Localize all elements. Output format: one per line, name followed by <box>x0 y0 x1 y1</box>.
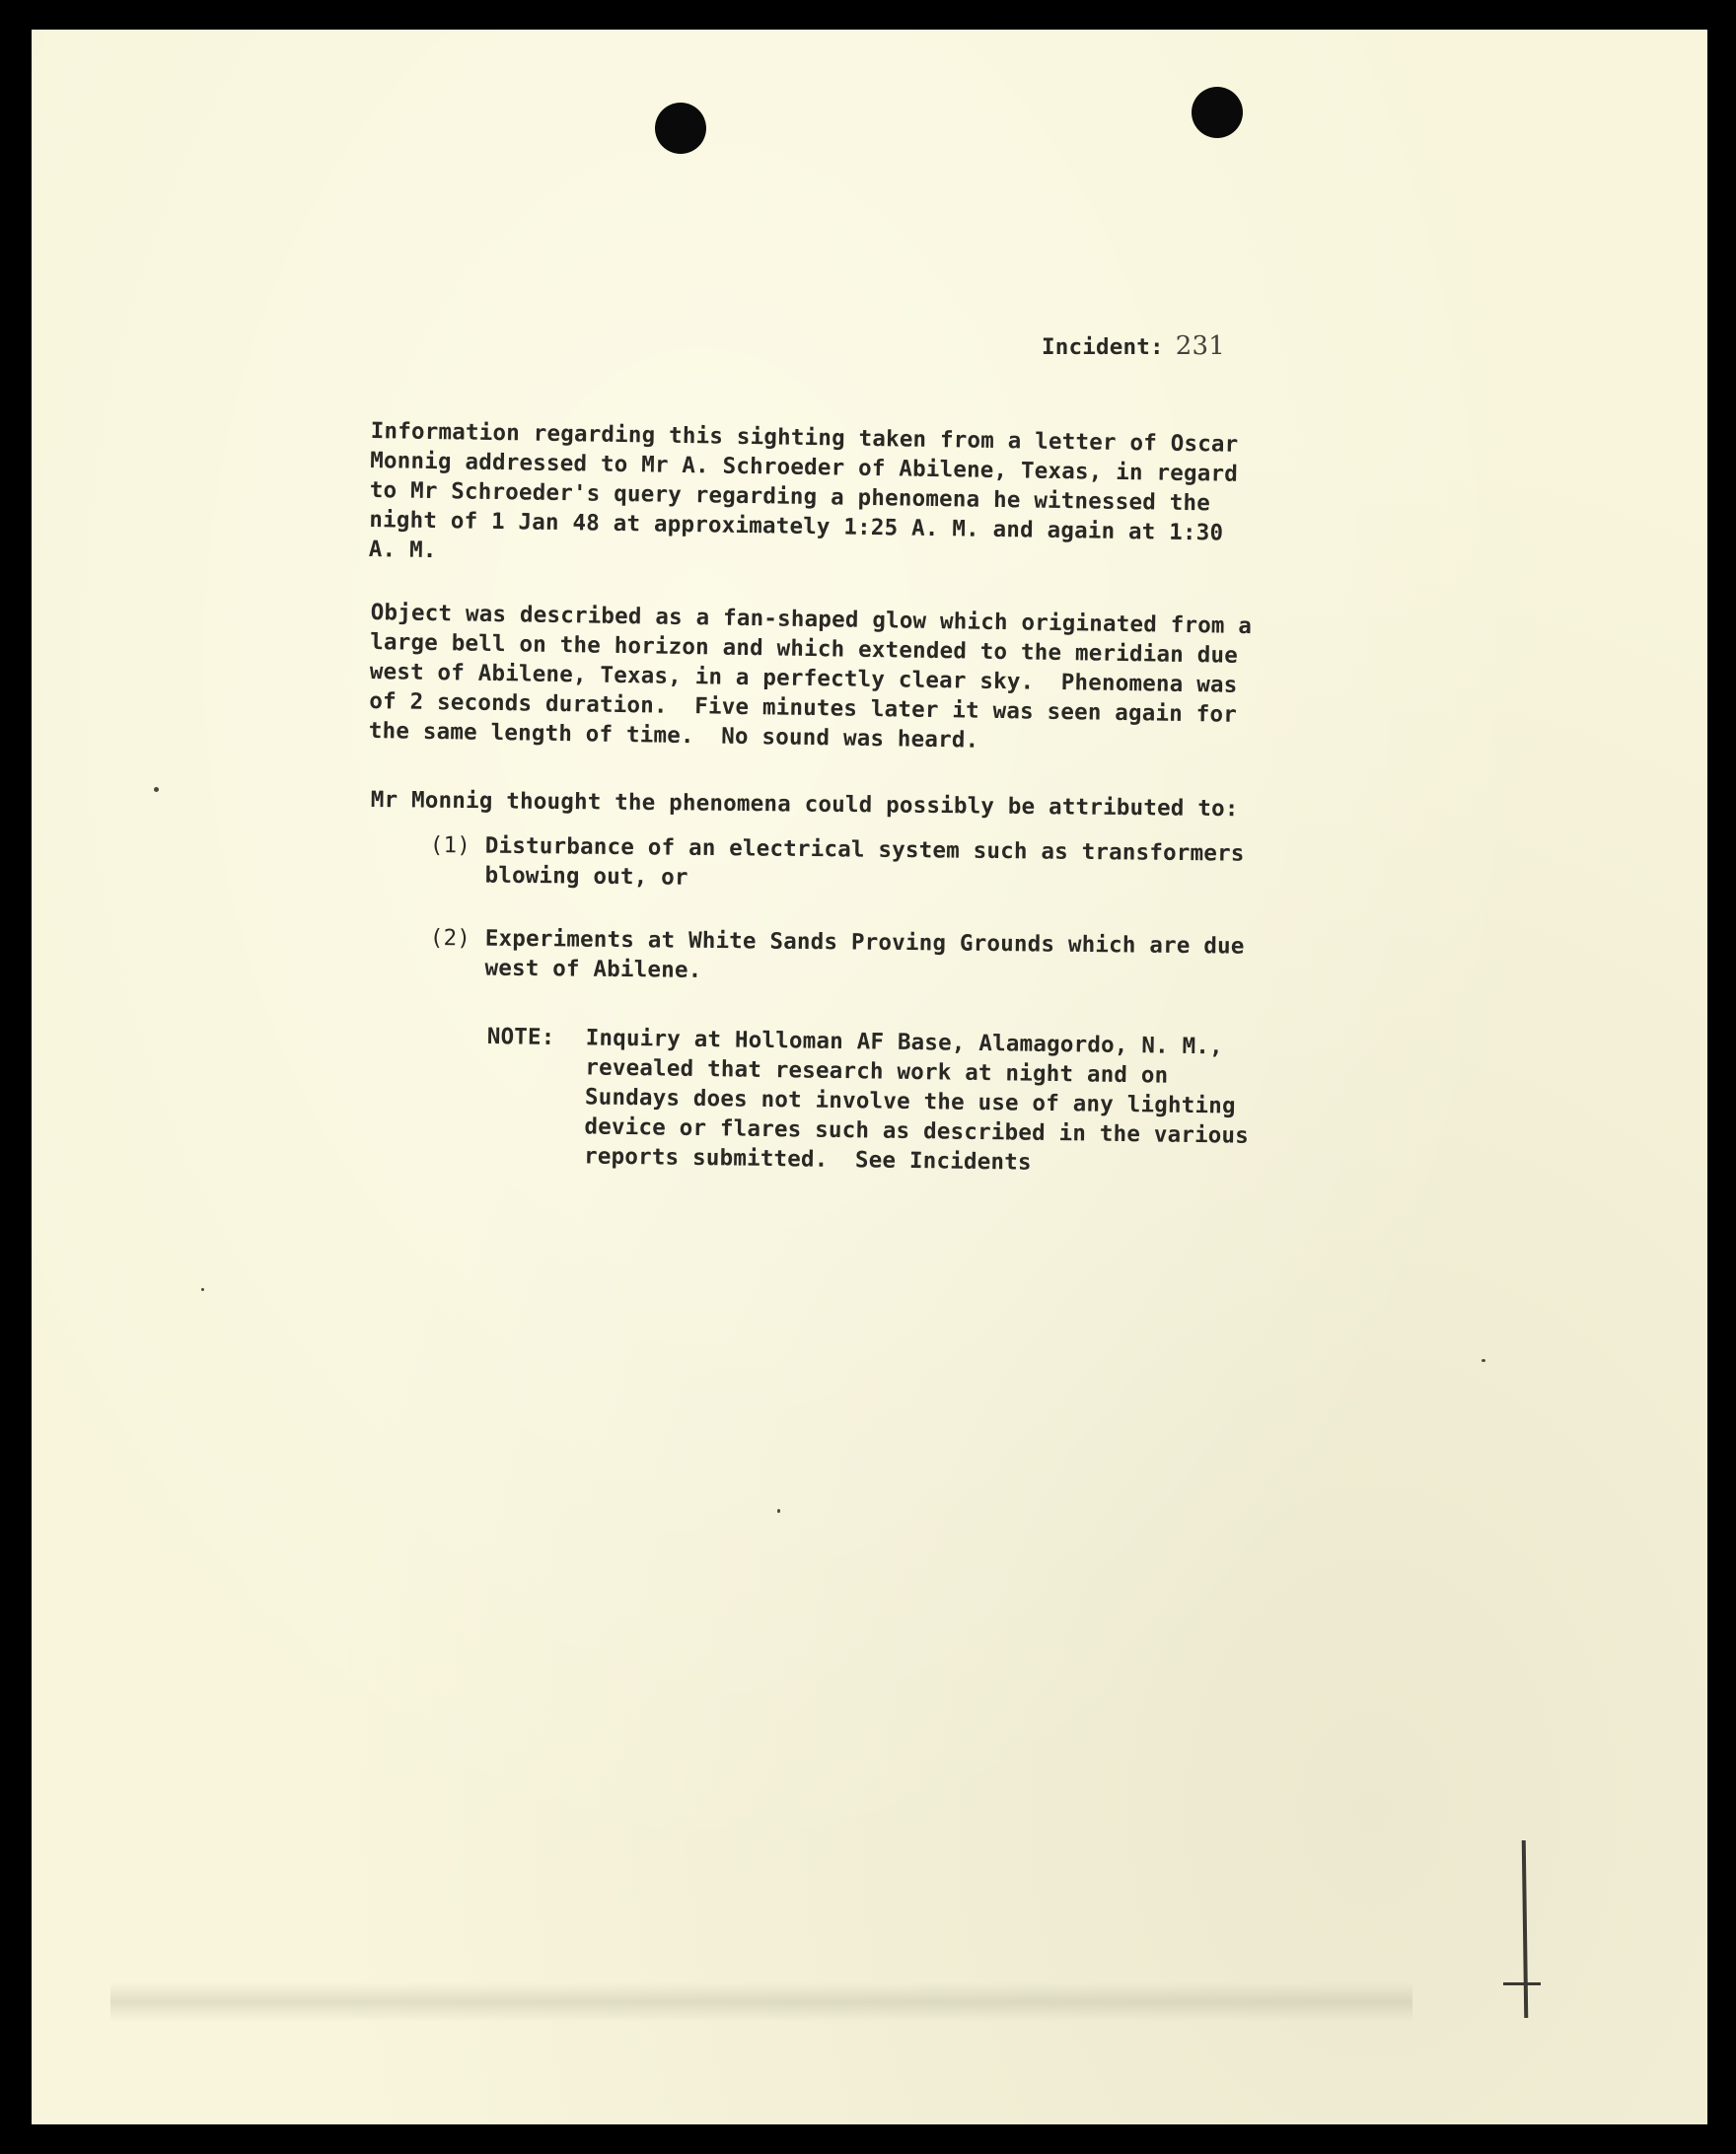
paragraph-source: Information regarding this sighting taken from a letter of Oscar Monnig addressed to Mr A. Schroeder of Abilene, Texas, in regard to Mr Schroeder's query regarding a phenomena he witnessed the night of 1 Jan 48 at approximately 1:25 A. M. and again at 1:30 A. M. <box>368 417 1239 564</box>
punch-hole-right <box>1192 87 1243 138</box>
list-item-number: (2) <box>429 924 471 952</box>
paragraph-description: Object was described as a fan-shaped glow which originated from a large bell on the horizon and which extended to the meridian due west of Abilene, Texas, in a perfectly clear sky. Phenomena was of 2 seconds duration. Five minutes later it was seen again for the same length of time. No sound was heard. <box>368 599 1253 754</box>
list-item <box>429 923 1244 991</box>
note-block <box>485 1022 1251 1181</box>
speck <box>1482 1359 1485 1362</box>
list-item-text: Disturbance of an electrical system such as transformers blowing out, or <box>484 832 1245 891</box>
list-item <box>429 830 1244 898</box>
margin-pencil-line <box>1522 1840 1529 2018</box>
speck <box>777 1509 780 1513</box>
list-item-text: Experiments at White Sands Proving Grounds which are due west of Abilene. <box>484 925 1245 983</box>
punch-hole-left <box>655 103 706 154</box>
bottom-smudge <box>110 1982 1412 2022</box>
speck <box>154 787 159 792</box>
speck <box>201 1288 204 1291</box>
note-text: Inquiry at Holloman AF Base, Alamagordo, N. M., revealed that research work at night and on Sundays does not involve the use of any lighting device or flares such as described in the various reports submitted. See Incidents <box>583 1025 1250 1176</box>
incident-label: Incident: <box>1042 334 1164 360</box>
list-item-number: (1) <box>429 831 471 859</box>
note-label: NOTE: <box>486 1023 555 1050</box>
document-page <box>32 30 1707 2124</box>
incident-number: 231 <box>1175 331 1225 361</box>
paragraph-attribution: Mr Monnig thought the phenomena could possibly be attributed to: <box>370 786 1239 823</box>
margin-pencil-cross <box>1503 1982 1541 1985</box>
incident-header <box>1042 331 1225 362</box>
